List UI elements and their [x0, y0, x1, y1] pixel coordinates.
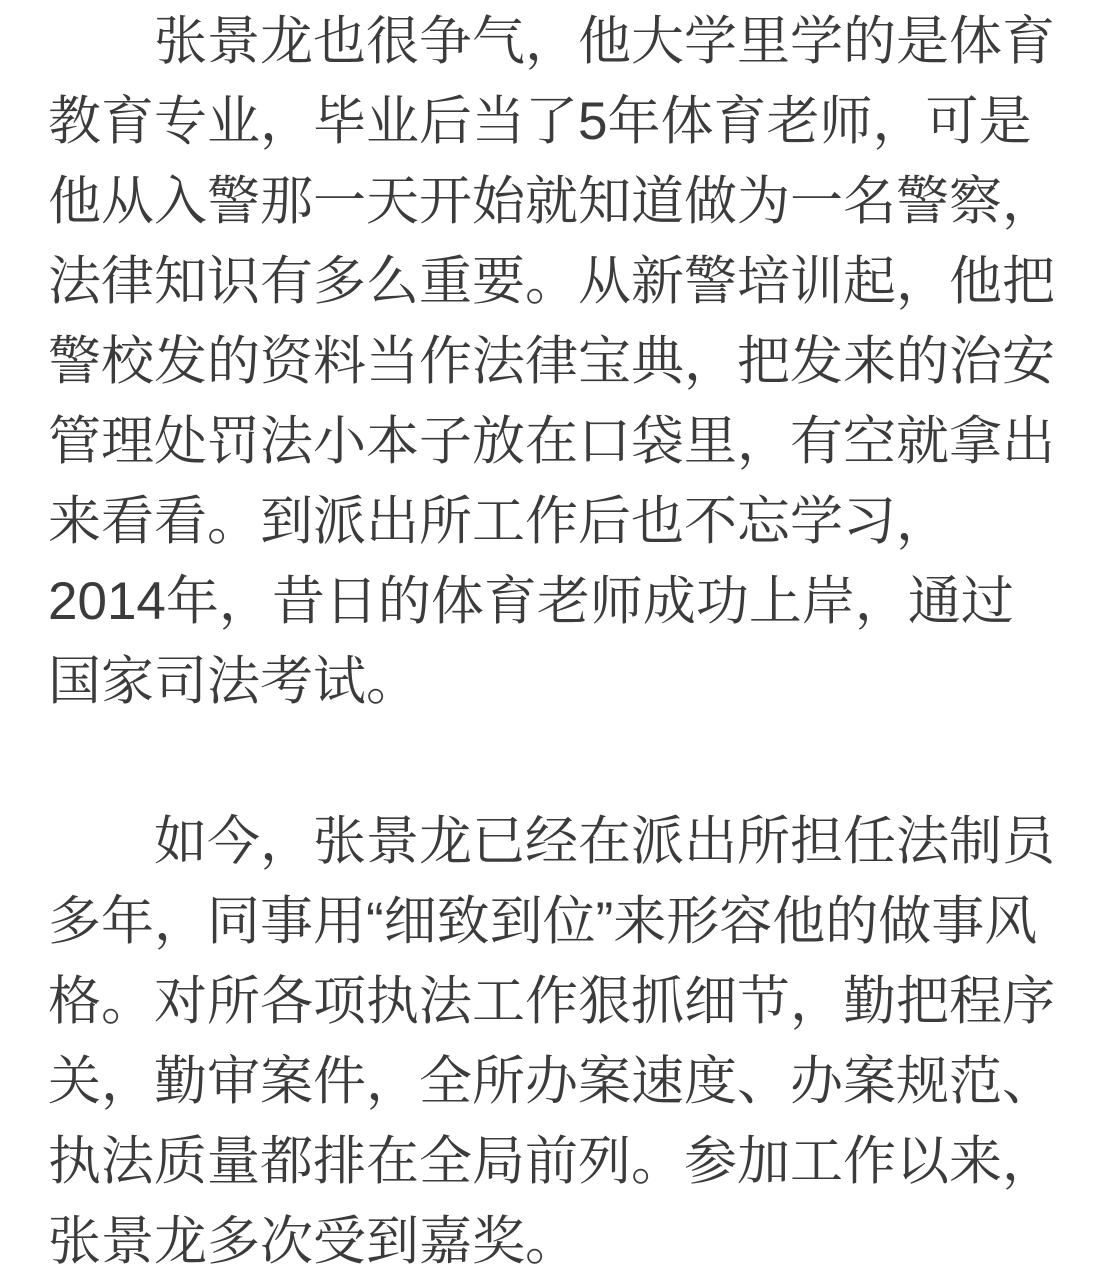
- text-line: 国家司法考试。: [48, 652, 419, 711]
- text-line: 如今，张景龙已经在派出所担任法制员: [154, 812, 1055, 871]
- paragraph: [48, 2, 1056, 722]
- text-line: 多年，同事用“细致到位”来形容他的做事风: [48, 892, 1038, 951]
- text-line: 教育专业，毕业后当了5年体育老师，可是: [48, 92, 1032, 151]
- text-line: 法律知识有多么重要。从新警培训起，他把: [48, 252, 1055, 311]
- paragraph: [48, 802, 1056, 1280]
- text-line: 张景龙也很争气，他大学里学的是体育: [154, 12, 1055, 71]
- text-line: 关，勤审案件，全所办案速度、办案规范、: [48, 1052, 1055, 1111]
- text-line: 管理处罚法小本子放在口袋里，有空就拿出: [48, 412, 1055, 471]
- text-line: 来看看。到派出所工作后也不忘学习，: [48, 492, 949, 551]
- text-line: 执法质量都排在全局前列。参加工作以来，: [48, 1132, 1055, 1191]
- text-line: 格。对所各项执法工作狠抓细节，勤把程序: [48, 972, 1055, 1031]
- text-line: 2014年，昔日的体育老师成功上岸，通过: [48, 572, 1014, 631]
- text-line: 他从入警那一天开始就知道做为一名警察，: [48, 172, 1055, 231]
- text-line: 张景龙多次受到嘉奖。: [48, 1212, 578, 1271]
- paragraph-list: [48, 2, 1056, 1280]
- text-line: 警校发的资料当作法律宝典，把发来的治安: [48, 332, 1055, 391]
